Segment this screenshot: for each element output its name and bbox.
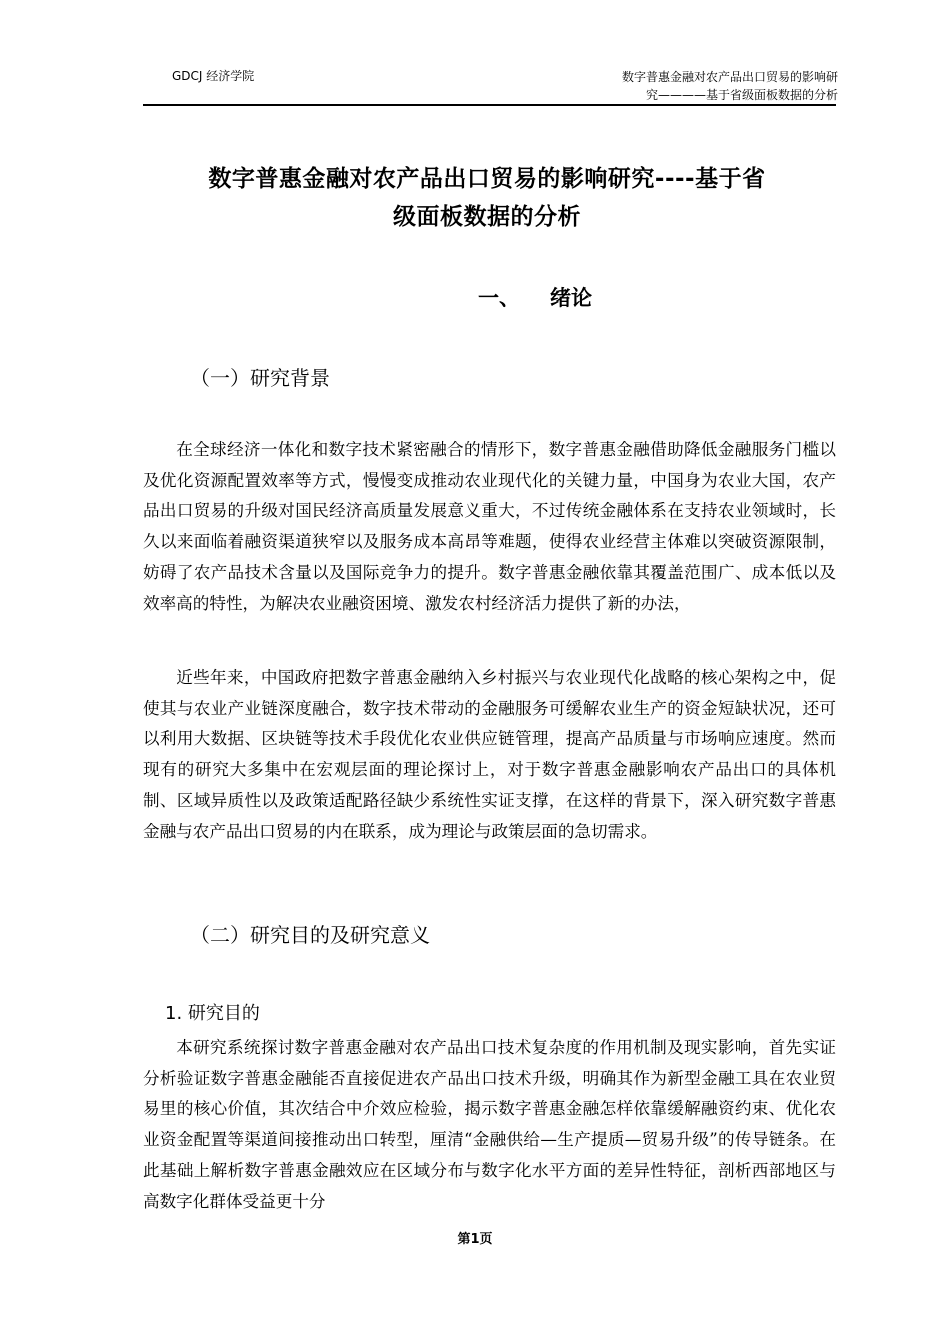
document-title-line-1: 数字普惠金融对农产品出口贸易的影响研究----基于省 xyxy=(208,166,766,192)
header-right-line-2: 究————基于省级面板数据的分析 xyxy=(645,88,838,102)
document-title-line-2: 级面板数据的分析 xyxy=(393,204,581,230)
subsection-heading-background: （一）研究背景 xyxy=(190,366,330,390)
page-number: 第1页 xyxy=(457,1232,493,1247)
background-paragraph-2: 近些年来，中国政府把数字普惠金融纳入乡村振兴与农业现代化战略的核心架构之中，促使其与农业产业链深度融合，数字技术带动的金融服务可缓解农业生产的资金短缺状况，还可以利用大数据、区块链等技术手段优化农业供应链管理，提高产品质量与市场响应速度。然而现有的研究大多集中在宏观层面的理论探讨上，对于数字普惠金融影响农产品出口的具体机制、区域异质性以及政策适配路径缺少系统性实证支撑，在这样的背景下，深入研究数字普惠金融与农产品出口贸易的内在联系，成为理论与政策层面的急切需求。 xyxy=(143,668,836,841)
header-right-text xyxy=(538,68,838,104)
purpose-paragraph-1: 本研究系统探讨数字普惠金融对农产品出口技术复杂度的作用机制及现实影响，首先实证分析验证数字普惠金融能否直接促进农产品出口技术升级，明确其作为新型金融工具在农业贸易里的核心价值，其次结合中介效应检验，揭示数字普惠金融怎样依靠缓解融资约束、优化农业资金配置等渠道间接推动出口转型，厘清“金融供给—生产提质—贸易升级”的传导链条。在此基础上解析数字普惠金融效应在区域分布与数字化水平方面的差异性特征，剖析西部地区与高数字化群体受益更十分 xyxy=(143,1038,836,1211)
header-left-text: GDCJ 经济学院 xyxy=(172,69,255,83)
header-divider xyxy=(143,104,836,106)
item-heading-research-purpose: 1. 研究目的 xyxy=(165,1003,260,1024)
subsection-heading-purpose-significance: （二）研究目的及研究意义 xyxy=(190,923,430,947)
section-label: 绪论 xyxy=(550,286,592,310)
background-paragraph-1: 在全球经济一体化和数字技术紧密融合的情形下，数字普惠金融借助降低金融服务门槛以及优化资源配置效率等方式，慢慢变成推动农业现代化的关键力量，中国身为农业大国，农产品出口贸易的升级对国民经济高质量发展意义重大，不过传统金融体系在支持农业领域时，长久以来面临着融资渠道狭窄以及服务成本高昂等难题，使得农业经营主体难以突破资源限制，妨碍了农产品技术含量以及国际竞争力的提升。数字普惠金融依靠其覆盖范围广、成本低以及效率高的特性，为解决农业融资困境、激发农村经济活力提供了新的办法， xyxy=(143,440,836,613)
header-right-line-1: 数字普惠金融对农产品出口贸易的影响研 xyxy=(621,70,838,84)
document-title xyxy=(132,160,842,236)
section-number: 一、 xyxy=(478,286,520,310)
section-heading-introduction xyxy=(478,284,592,312)
